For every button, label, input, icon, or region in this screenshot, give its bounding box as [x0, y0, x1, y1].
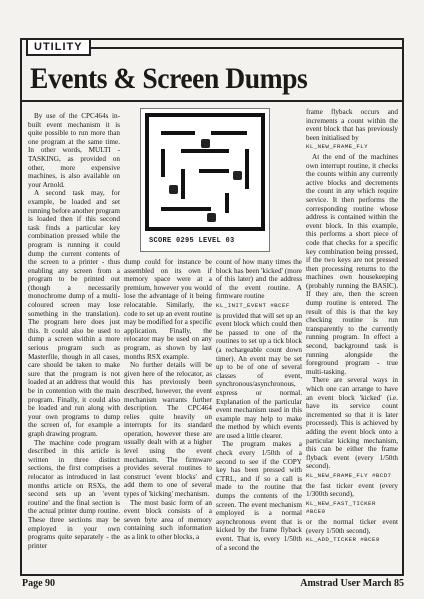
- game-screenshot: [140, 108, 270, 252]
- paragraph: No further details will be given here of the relocator, as this has previously been described, however, the event mechanism warrants further description. The CPC464 relies quite heavily on interrupts for its standard operation, however these are usually dealt with at a higher level using the event mechanism. The firmware provides several routines to construct 'event blocks' and add them to one of several types of 'kicking' mechanism.: [124, 361, 212, 499]
- paragraph: By use of the CPC464s in-built event mechanism it is quite possible to run more than one program at the same time. In other words, MULTI - TASKING, as provided on other, more expensive machines, is also available on your Arnold.: [28, 112, 120, 189]
- code-line: KL_NEW_FRAME_FLY #BCD7: [306, 471, 392, 479]
- level-text: LEVEL 03: [198, 237, 235, 245]
- column-1: [28, 112, 120, 574]
- maze-wall: [181, 149, 229, 153]
- paragraph: count of how many times the block has been 'kicked' (more of this later) and the address of the event routine. A firmware routine: [216, 258, 302, 301]
- paragraph: is provided that will set up an event block which could then be passed to one of the routines to set up a tick block (a rechargeable count down timer). An event may be set up to be of one of several classes of event, synchronous/asynchronous, express or normal. Explanation of the particular event mechanism used in this example may help to make the method by which events are used a little clearer.: [216, 311, 302, 440]
- magazine-issue: Amstrad User March 85: [300, 578, 404, 589]
- maze-wall: [145, 113, 265, 117]
- maze-wall: [161, 207, 211, 211]
- paragraph: The machine code program described in this article is written in three distinct sections, the first comprises a relocator as introduced in last months article on RSXs, the second sets up an 'event routine' and the final section is the actual printer dump routine. These three sections may be employed in your own programs quite separately - the printer: [28, 438, 120, 550]
- paragraph: The most basic form of an event block consists of a seven byte area of memory containing such information as a link to other blocks, a: [124, 498, 212, 541]
- maze-wall: [145, 113, 149, 231]
- paragraph: A second task may, for example, be loaded and set running before another program is loaded then if this second task finds a particular key combination pressed while the program is running it could dump the current contents of the screen to a printer - thus enabling any screen from a program to be printed out (though a necessarily monochrome dump of a multi-coloured screen may lose something in the translation). The program here does just this. It could also be used to dump a screen within a more serious program such as Masterfile, though in all cases, care should be taken to make sure that the program is not loaded at an address that would be in contention with the main program. Finally, it could also be loaded and run along with your own programs to dump the screen of, for example a graph drawing program.: [28, 189, 120, 438]
- maze-wall: [261, 113, 265, 231]
- paragraph: or the normal ticker event (every 1/50th second),: [306, 517, 398, 535]
- maze-wall: [161, 149, 165, 177]
- title-rule: [20, 100, 404, 102]
- maze-wall: [225, 193, 229, 213]
- player-sprite: [169, 185, 178, 194]
- paragraph: frame flyback occurs and increments a count within the event block that has previously been initialised by: [306, 108, 398, 142]
- column-3: [216, 258, 302, 574]
- maze-wall: [181, 169, 185, 199]
- maze-wall: [161, 131, 195, 135]
- maze-wall: [199, 169, 229, 173]
- article-title: Events & Screen Dumps: [30, 62, 308, 95]
- section-label: UTILITY: [26, 38, 91, 56]
- maze-wall: [211, 131, 247, 135]
- ghost-sprite: [207, 213, 216, 222]
- score-text: SCORE 0295: [149, 237, 195, 245]
- paragraph: There are several ways in which one can arrange to have an event block 'kicked' (i.e. have its service count incremented so that it is later processed). This is achieved by adding the event block onto a particular kicking mechanism, this can be either the frame flyback event (every 1/50th second).: [306, 376, 398, 471]
- page-number: Page 90: [22, 578, 56, 589]
- paragraph: dump could for instance be assembled on its own if memory space were at a premium, however you would lose the advantage of it being relocatable. Similarly, the code to set up an event routine may be modified for a specific application. Finally, the relocator may be used on any program, as shown by last months RSX example.: [124, 258, 212, 361]
- paragraph: The program makes a check every 1/50th of a second to see if the COPY key has been pressed with CTRL, and if so a call is made to the routine that dumps the contents of the screen. The event mechanism employed is a normal asynchronous event that is kicked by the frame flyback event. That is, every 1/50th of a second the: [216, 440, 302, 552]
- score-readout: [149, 237, 235, 245]
- code-line: KL_NEW_FAST_TICKER #BCE0: [306, 499, 376, 516]
- header-rule: [89, 47, 404, 49]
- maze-wall: [245, 149, 249, 189]
- ghost-sprite: [201, 139, 210, 148]
- code-line: KL_INIT_EVENT #BCEF: [216, 301, 290, 309]
- maze-wall: [145, 227, 265, 231]
- column-4: [306, 108, 398, 574]
- code-line: KL_NEW_FRAME_FLY: [306, 143, 369, 151]
- paragraph: the fast ticker event (every 1/300th second),: [306, 481, 398, 499]
- code-line: KL_ADD_TICKER #BCE9: [306, 536, 380, 544]
- ghost-sprite: [233, 171, 242, 180]
- paragraph: At the end of the machines own interrupt routine, it checks the counts within any currently active blocks and decrements the count in any which require service. It then performs the corresponding routine whose address is contained within the event block. In this example, this performs a short piece of code that checks for a specific key combination being pressed, if the two keys are not pressed then processing returns to the machines own housekeeping (probably running the BASIC). If they are, then the screen dump routine is entered. The result of this is that the key checking routine is run transparently to the currently running program. In effect a second, background task is running alongside the foreground program - true multi-tasking.: [306, 152, 398, 376]
- column-2: [124, 258, 212, 574]
